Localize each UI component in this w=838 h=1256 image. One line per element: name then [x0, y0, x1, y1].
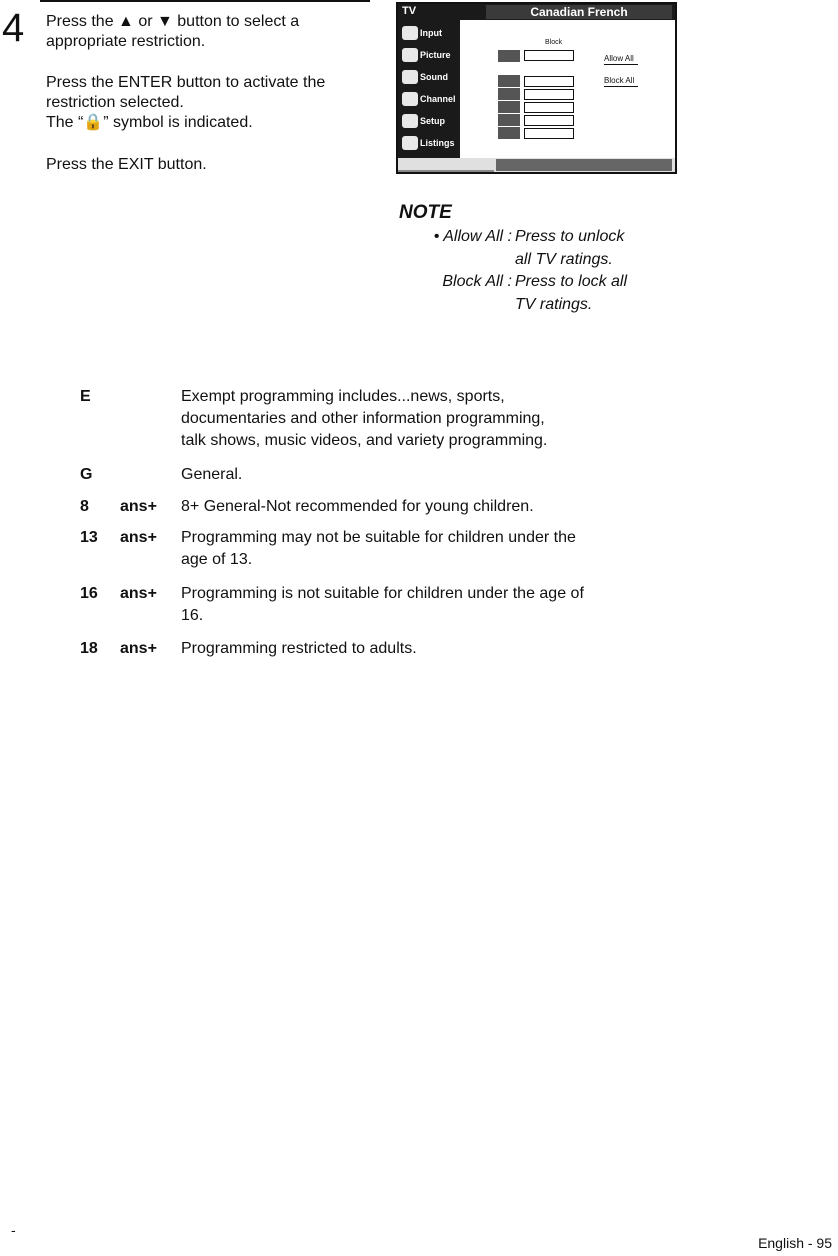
tv-help-bar [398, 158, 675, 172]
rating-row-label [498, 127, 520, 139]
tv-label: TV [402, 5, 417, 17]
note-desc: TV ratings. [515, 296, 593, 313]
tv-menu-item-listings [400, 134, 458, 152]
note-term: • Allow All : [433, 228, 512, 245]
tv-menu-item-label: Input [420, 28, 442, 38]
tv-menu-item-label: Setup [420, 116, 446, 126]
tv-menu-item-channel [400, 90, 458, 108]
allow-all-button: Allow All [604, 54, 638, 65]
rating-lock-cell [524, 128, 574, 139]
top-rule [40, 0, 370, 2]
tv-help-stripe [398, 170, 494, 172]
rating-desc-line: documentaries and other information programming, [181, 410, 545, 427]
rating-lock-cell [524, 50, 574, 61]
tv-title-bar [398, 4, 675, 20]
tv-menu-item-label: Picture [420, 50, 451, 60]
note-desc: Press to unlock [515, 228, 625, 245]
note-desc: all TV ratings. [515, 251, 613, 268]
step-line: Press the ENTER button to activate the [46, 74, 326, 91]
rating-age-suffix: ans+ [120, 498, 157, 515]
rating-lock-cell [524, 115, 574, 126]
step-line: appropriate restriction. [46, 33, 206, 50]
rating-code: 8 [80, 498, 89, 515]
note-title: NOTE [399, 202, 452, 223]
rating-desc-line: 16. [181, 607, 204, 624]
rating-row-label [498, 75, 520, 87]
rating-desc-line: age of 13. [181, 551, 253, 568]
rating-age-suffix: ans+ [120, 529, 157, 546]
step-line: The “🔒” symbol is indicated. [46, 114, 253, 131]
rating-row-label [498, 88, 520, 100]
rating-code: 16 [80, 585, 98, 602]
rating-code: E [80, 388, 91, 405]
rating-row-label [498, 101, 520, 113]
step-line: Press the ▲ or ▼ button to select a [46, 13, 300, 30]
rating-desc-line: talk shows, music videos, and variety programming. [181, 432, 548, 449]
rating-age-suffix: ans+ [120, 640, 157, 657]
rating-age-suffix: ans+ [120, 585, 157, 602]
tv-menu-item-picture [400, 46, 458, 64]
step-number: 4 [2, 6, 25, 50]
rating-desc-line: 8+ General-Not recommended for young children. [181, 498, 534, 515]
rating-lock-cell [524, 76, 574, 87]
input-icon [402, 26, 418, 40]
rating-desc-line: Programming may not be suitable for children under the [181, 529, 576, 546]
channel-icon [402, 92, 418, 106]
tv-menu-screenshot [396, 2, 677, 174]
tv-help-keys [496, 159, 672, 171]
block-column-header: Block [545, 39, 563, 46]
listings-icon [402, 136, 418, 150]
tv-menu-item-input [400, 24, 458, 42]
rating-desc-line: Programming restricted to adults. [181, 640, 417, 657]
rating-desc-line: Exempt programming includes...news, sports, [181, 388, 505, 405]
footer-dash: - [11, 1222, 16, 1238]
picture-icon [402, 48, 418, 62]
rating-code: G [80, 466, 93, 483]
tv-menu-item-sound [400, 68, 458, 86]
tv-menu-item-label: Sound [420, 72, 448, 82]
sound-icon [402, 70, 418, 84]
tv-menu-item-setup [400, 112, 458, 130]
block-all-button: Block All [604, 76, 638, 87]
tv-menu-title: Canadian French [486, 5, 672, 19]
rating-row-label [498, 114, 520, 126]
rating-lock-cell [524, 89, 574, 100]
rating-code: 13 [80, 529, 98, 546]
tv-side-menu [398, 20, 460, 158]
step-line: Press the EXIT button. [46, 156, 207, 173]
tv-menu-item-label: Channel [420, 94, 456, 104]
note-desc: Press to lock all [515, 273, 628, 290]
rating-desc-line: General. [181, 466, 243, 483]
rating-desc-line: Programming is not suitable for children under the age of [181, 585, 584, 602]
page-number: English - 95 [758, 1235, 832, 1251]
setup-icon [402, 114, 418, 128]
rating-code: 18 [80, 640, 98, 657]
rating-lock-cell [524, 102, 574, 113]
tv-menu-item-label: Listings [420, 138, 455, 148]
step-line: restriction selected. [46, 94, 184, 111]
rating-row-label [498, 50, 520, 62]
note-term: Block All : [442, 273, 512, 290]
